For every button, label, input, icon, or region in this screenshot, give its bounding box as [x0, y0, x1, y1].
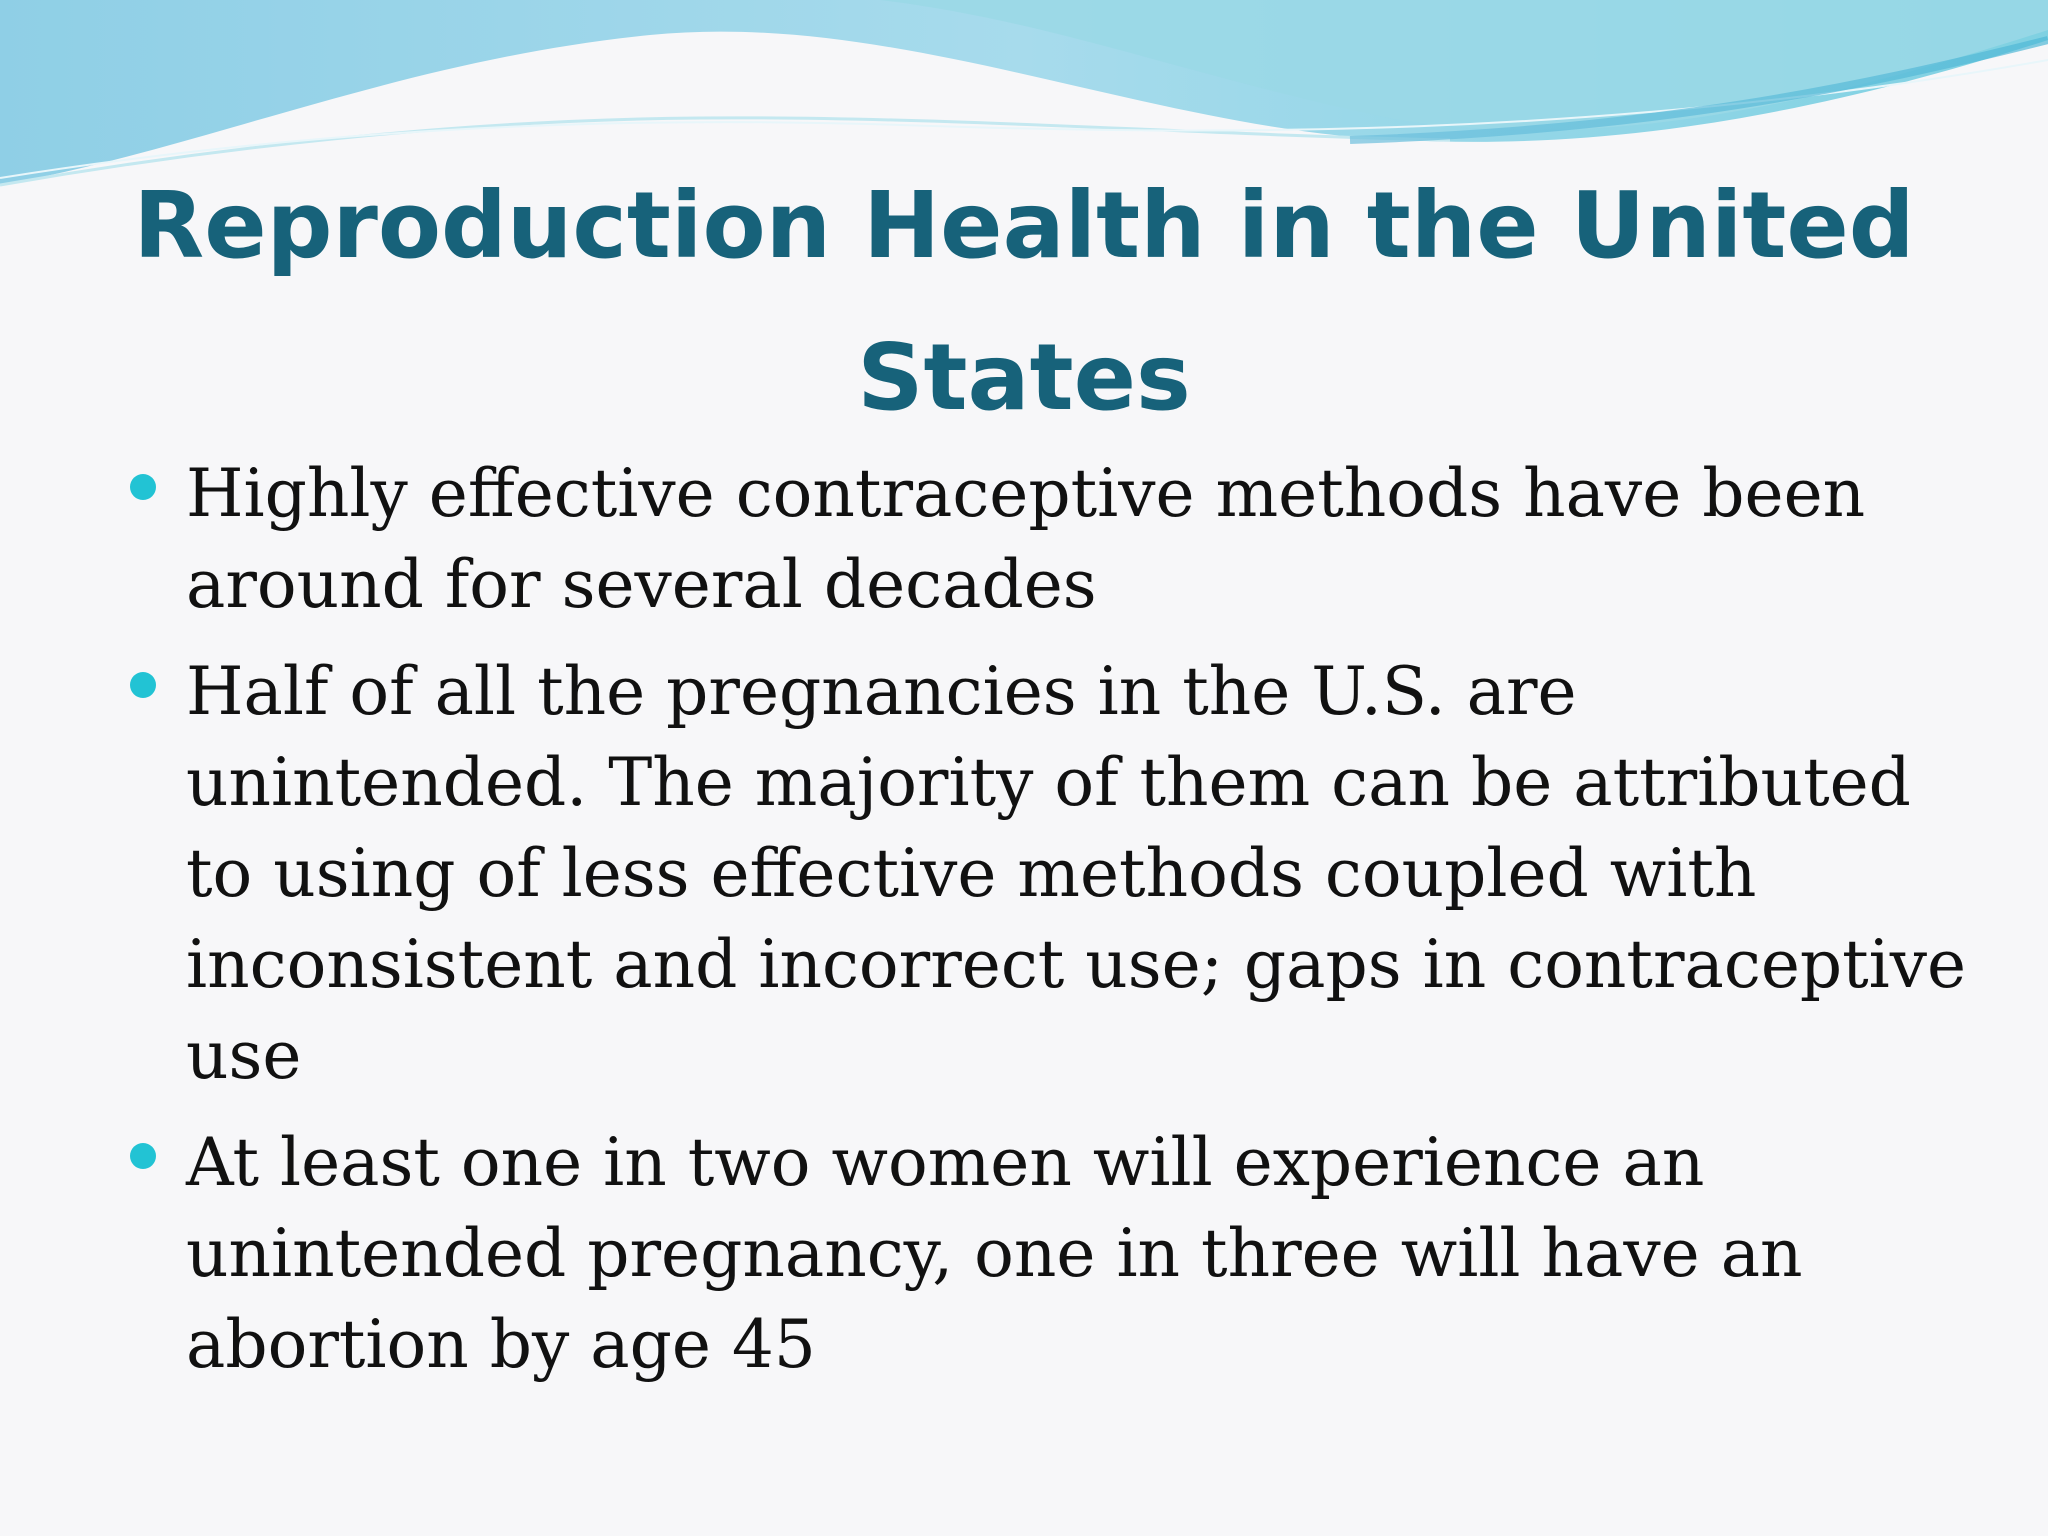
bullet-item — [128, 448, 1988, 630]
bullet-item — [128, 646, 1988, 1101]
bullet-dot-icon — [130, 672, 156, 698]
bullet-item — [128, 1117, 1988, 1390]
bullet-list — [128, 448, 1988, 1406]
bullet-text: At least one in two women will experience an unintended pregnancy, one in three will have an abortion by age 45 — [186, 1124, 1803, 1383]
bullet-dot-icon — [130, 1143, 156, 1169]
bullet-dot-icon — [130, 474, 156, 500]
slide-title: Reproduction Health in the United States — [133, 172, 1915, 431]
bullet-text: Half of all the pregnancies in the U.S. are unintended. The majority of them can be attributed to using of less effective methods coupled with inconsistent and incorrect use; gaps in contraceptive use — [186, 653, 1967, 1094]
bullet-text: Highly effective contraceptive methods have been around for several decades — [186, 455, 1866, 623]
